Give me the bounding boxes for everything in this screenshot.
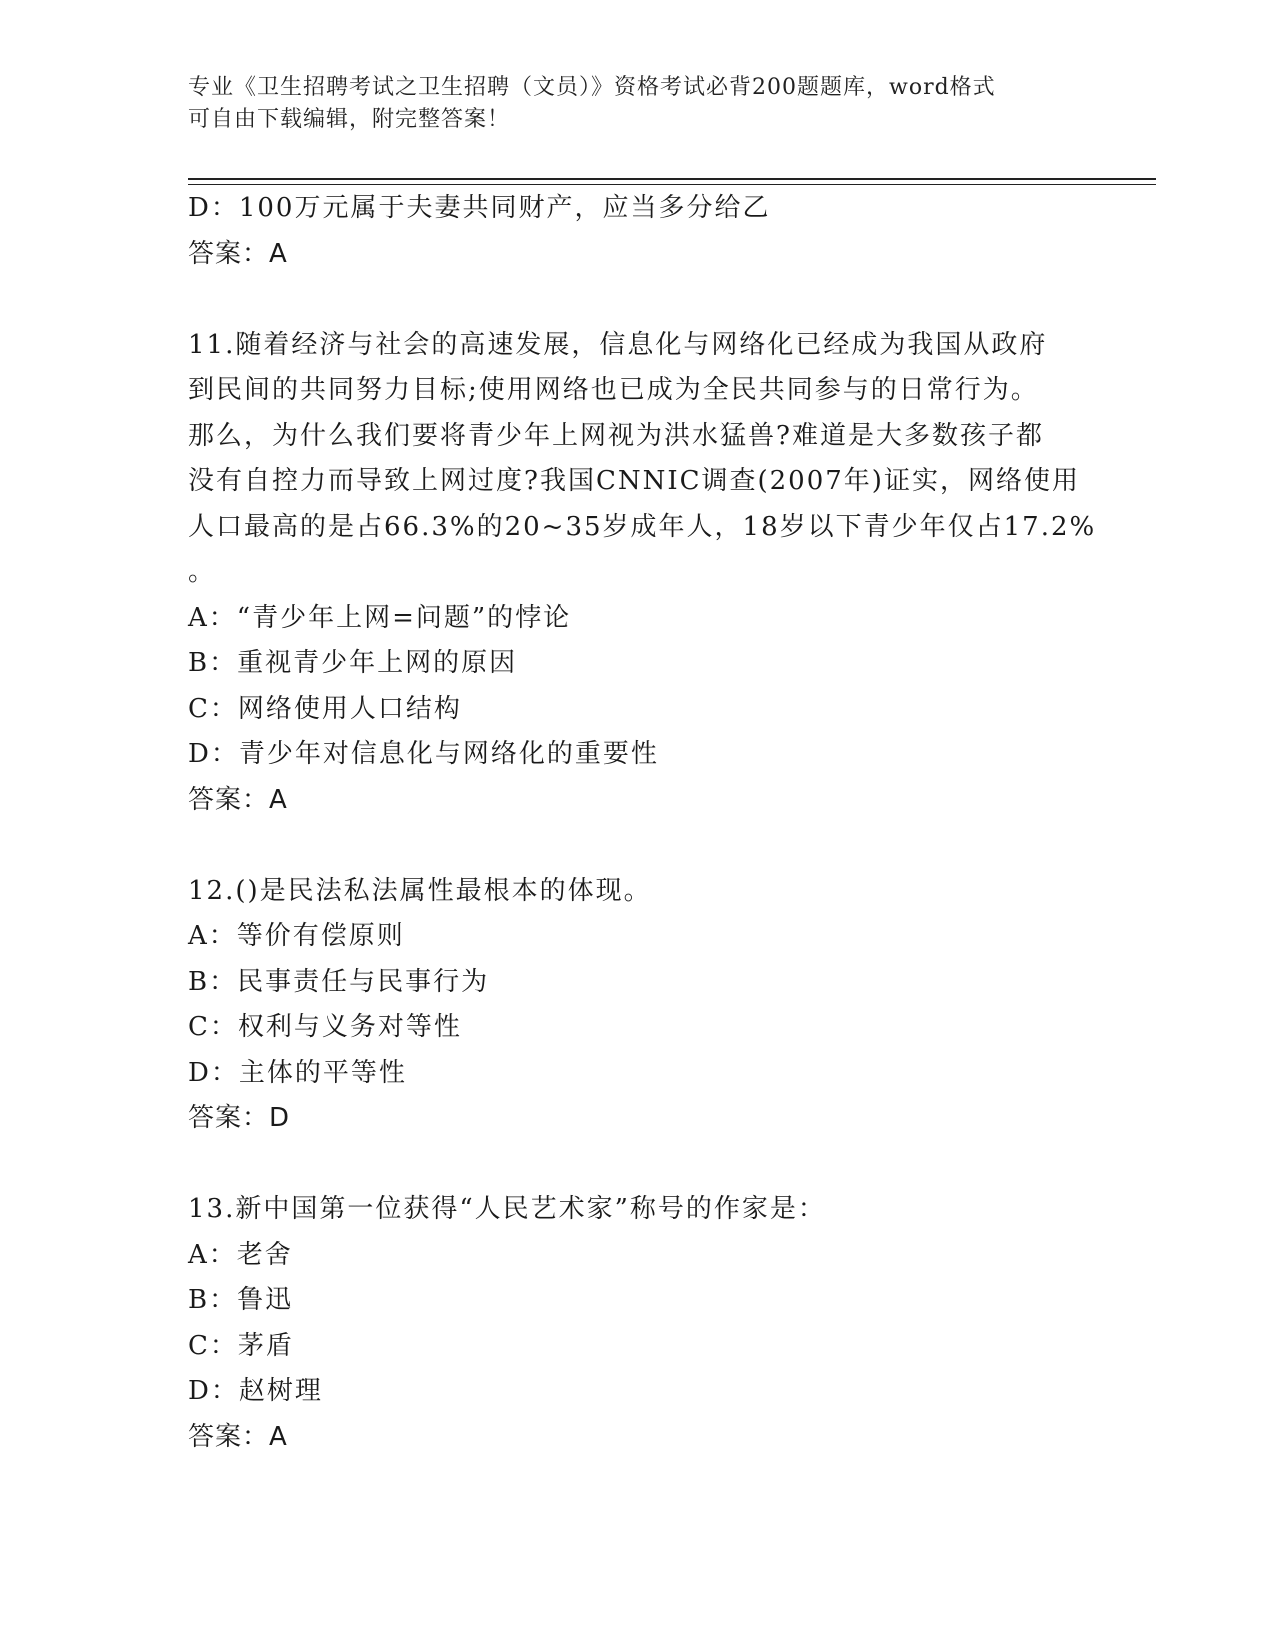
question-12-option-a: A：等价有偿原则 xyxy=(188,921,405,951)
question-12-option-c: C：权利与义务对等性 xyxy=(188,1012,462,1042)
question-11 xyxy=(188,323,1097,824)
question-11-stem-line-5: 人口最高的是占66.3%的20~35岁成年人，18岁以下青少年仅占17.2% xyxy=(188,511,1097,542)
question-13-option-a: A：老舍 xyxy=(188,1239,293,1270)
question-13-option-b: B：鲁迅 xyxy=(188,1285,294,1315)
header-line-1: 专业《卫生招聘考试之卫生招聘（文员）》资格考试必背200题题库，word格式 xyxy=(188,75,996,100)
question-13-option-d: D：赵树理 xyxy=(188,1376,323,1406)
question-13-option-c: C：茅盾 xyxy=(188,1330,294,1361)
question-12-answer: 答案：D xyxy=(188,1103,291,1133)
question-11-stem-line-4: 没有自控力而导致上网过度?我国CNNIC调查(2007年)证实，网络使用 xyxy=(188,466,1080,496)
spacer xyxy=(188,823,1088,869)
question-12 xyxy=(188,869,1088,1142)
question-11-stem-line-1: 11.随着经济与社会的高速发展，信息化与网络化已经成为我国从政府 xyxy=(188,329,1048,360)
question-11-stem-line-2: 到民间的共同努力目标;使用网络也已成为全民共同参与的日常行为。 xyxy=(188,375,1039,405)
question-11-option-b: B：重视青少年上网的原因 xyxy=(188,648,518,678)
question-13-answer: 答案：A xyxy=(188,1421,288,1452)
spacer xyxy=(188,1142,1088,1188)
prev-answer: 答案：A xyxy=(188,238,288,269)
page-header xyxy=(188,72,1088,136)
question-11-stem-line-3: 那么，为什么我们要将青少年上网视为洪水猛兽?难道是大多数孩子都 xyxy=(188,420,1044,451)
question-12-option-b: B：民事责任与民事行为 xyxy=(188,966,490,997)
question-11-option-a: A：“青少年上网=问题”的悖论 xyxy=(188,602,572,633)
question-11-answer: 答案：A xyxy=(188,784,288,815)
question-12-stem: 12.()是民法私法属性最根本的体现。 xyxy=(188,875,652,906)
question-11-stem-line-6: 。 xyxy=(188,557,217,587)
question-11-option-d: D：青少年对信息化与网络化的重要性 xyxy=(188,739,659,769)
header-line-2: 可自由下载编辑，附完整答案！ xyxy=(188,107,511,132)
question-13-stem: 13.新中国第一位获得“人民艺术家”称号的作家是： xyxy=(188,1194,826,1224)
question-12-option-d: D：主体的平等性 xyxy=(188,1057,407,1088)
question-11-option-c: C：网络使用人口结构 xyxy=(188,693,462,724)
spacer xyxy=(188,277,1088,323)
prev-option-d: D：100万元属于夫妻共同财产，应当多分给乙 xyxy=(188,193,771,223)
question-13 xyxy=(188,1187,1088,1460)
header-divider xyxy=(188,178,1156,185)
document-body xyxy=(188,186,1097,1460)
